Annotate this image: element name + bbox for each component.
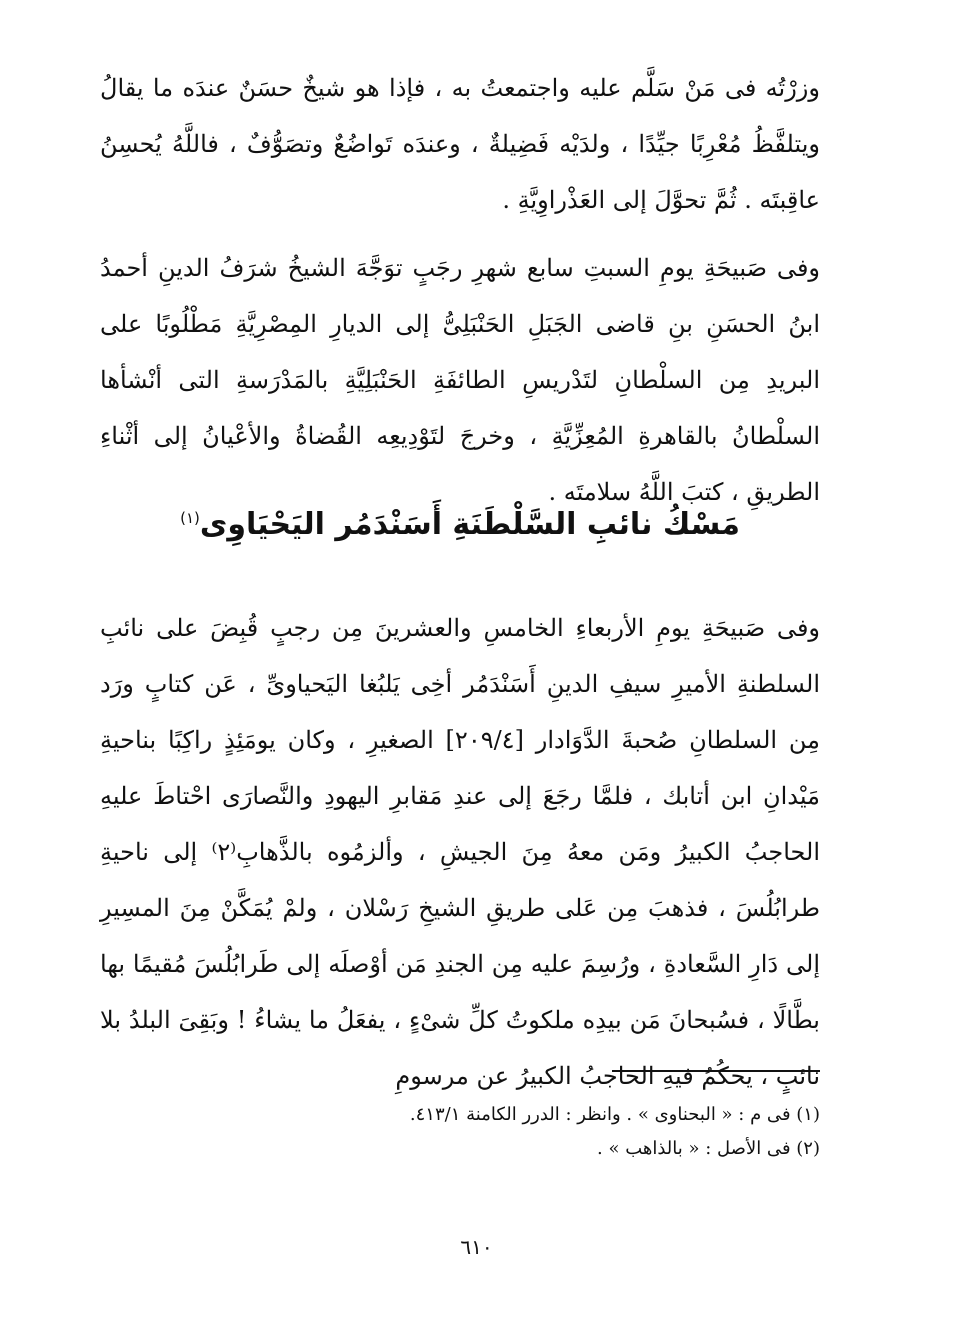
footnote-1: (١) فى م : « البحناوى » . وانظر : الدرر الكامنة ٤١٣/١. <box>409 1104 820 1125</box>
footnote-separator <box>612 1070 820 1072</box>
body-paragraph-3: وفى صَبيحَةِ يومِ الأربعاءِ الخامسِ والعشرينَ مِن رجبٍ قُبِضَ على نائبِ السلطنةِ الأميرِ سيفِ الدينِ أَسَنْدَمُر أخِى يَلبُغا اليَحياوىِّ ، عَن كتابٍ ورَد مِن السلطانِ صُحبةَ الدَّوَادار [٢٠٩/٤] الصغيرِ ، وكان يومَئِذٍ راكِبًا بناحيةِ مَيْدانِ ابن أتابك ، فلمَّا رجَعَ إلى عندِ مَقابرِ اليهودِ والنَّصارَى احْتاطَ عليهِ الحاجبُ الكبيرُ ومَن معهُ مِنَ الجيشِ ، وألزمُوه بالذَّهابِ⁽٢⁾ إلى ناحيةِ طرابُلُسَ ، فذهبَ مِن عَلى طريقِ الشيخِ رَسْلان ، ولمْ يُمَكَّنْ مِنَ المسِيرِ إلى دَارِ السَّعادةِ ، ورُسِمَ عليه مِن الجندِ مَن أوْصلَه إلى طَرابُلُسَ مُقيمًا بها بطَّالًا ، فسُبحانَ مَن بيدِه ملكوتُ كلِّ شىْءٍ ، يفعَلُ ما يشاءُ ! وبَقِىَ البلدُ بلا نائبٍ ، يحكُمُ فيهِ الحاجبُ الكبيرُ عن مرسومِ <box>100 614 820 1090</box>
body-paragraph-1: وزرْتُه فى مَنْ سَلَّم عليه واجتمعتُ به ، فإذا هو شيخٌ حسَنٌ عندَه ما يقالُ ويتلفَّظُ مُعْرِبًا جيِّدًا ، ولدَيْه فَضِيلةٌ ، وعندَه تَواضُعٌ وتصَوُّفٌ ، فاللَّهُ يُحسِنُ عاقِبتَه . ثُمَّ تحوَّلَ إلى العَذْراوِيَّةِ . <box>100 74 820 214</box>
footnotes <box>100 1098 820 1166</box>
body-paragraph-2: وفى صَبيحَةِ يومِ السبتِ سابع شهرِ رجَبٍ توَجَّهَ الشيخُ شرَفُ الدينِ أحمدُ ابنُ الحسَنِ بنِ قاضى الجَبَلِ الحَنْبَلِىُّ إلى الديارِ المِصْرِيَّةِ مَطْلُوبًا على البريدِ مِن السلْطانِ لتَدْريسِ الطائفَةِ الحَنْبَلِيَّةِ بالمَدْرَسةِ التى أنْشأها السلْطانُ بالقاهرةِ المُعِزِّيَّةِ ، وخرجَ لتَوْدِيعِه القُضاةُ والأعْيانُ إلى أثْناءِ الطريقِ ، كتبَ اللَّهُ سلامتَه . <box>100 254 820 506</box>
footnote-reference-1: (١) <box>180 509 200 527</box>
footnote-2: (٢) فى الأصل : « بالذاهب » . <box>597 1138 820 1159</box>
section-heading <box>100 490 820 553</box>
section-heading-title: مَسْكُ نائبِ السَّلْطَنَةِ أَسَنْدَمُر اليَحْيَاوِى <box>199 507 740 542</box>
page-number: ٦١٠ <box>460 1235 493 1259</box>
